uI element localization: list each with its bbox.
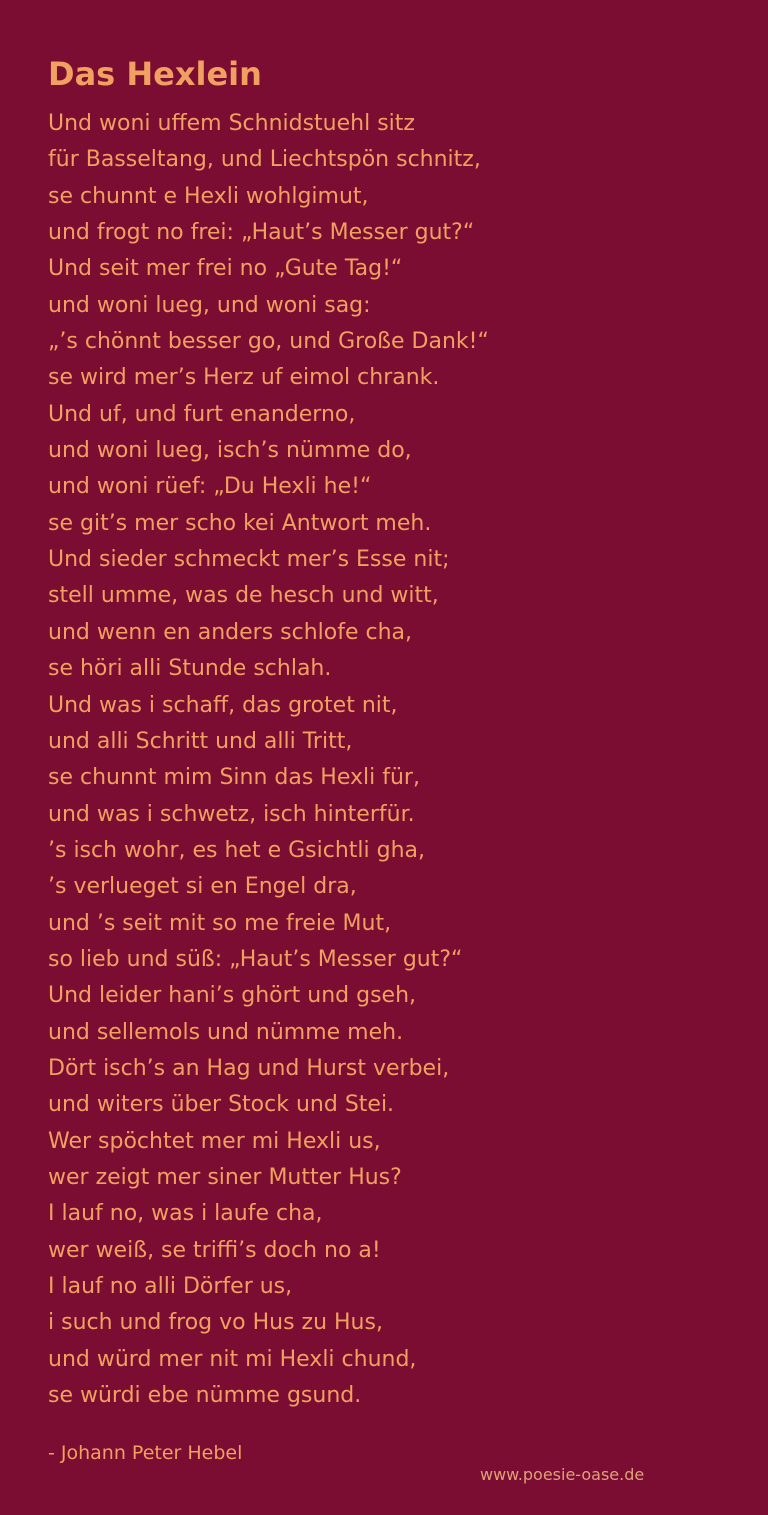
poem-line: wer weiß, se triffi’s doch no a!: [48, 1237, 381, 1263]
website-url: www.poesie-oase.de: [480, 1465, 645, 1484]
poem-line: und witers über Stock und Stei.: [48, 1092, 395, 1118]
poem-line: se würdi ebe nümme gsund.: [48, 1383, 362, 1409]
poem-line: Wer spöchtet mer mi Hexli us,: [48, 1128, 381, 1154]
poem-line: I lauf no, was i laufe cha,: [48, 1201, 323, 1227]
poem-line: Und woni uffem Schnidstuehl sitz: [48, 111, 415, 136]
poem-line: wer zeigt mer siner Mutter Hus?: [48, 1164, 402, 1190]
poem-line: und sellemols und nümme meh.: [48, 1019, 404, 1045]
poem-line: Und seit mer frei no „Gute Tag!“: [48, 256, 403, 282]
poem-line: se höri alli Stunde schlah.: [48, 656, 332, 682]
poem-line: und alli Schritt und alli Tritt,: [48, 728, 353, 754]
poem-line: se wird mer’s Herz uf eimol chrank.: [48, 365, 440, 391]
poem-line: und was i schwetz, isch hinterfür.: [48, 801, 415, 827]
poem-line: ’s isch wohr, es het e Gsichtli gha,: [48, 837, 425, 863]
poem-line: Und sieder schmeckt mer’s Esse nit;: [48, 547, 450, 573]
poem-line: Und was i schaff, das grotet nit,: [48, 692, 398, 718]
poem-line: „’s chönnt besser go, und Große Dank!“: [48, 329, 489, 355]
poem-title: Das Hexlein: [48, 55, 262, 93]
poem-line: so lieb und süß: „Haut’s Messer gut?“: [48, 946, 463, 972]
poem-line: I lauf no alli Dörfer us,: [48, 1274, 293, 1299]
poem-line: und woni lueg, und woni sag:: [48, 292, 371, 318]
poem-line: und woni rüef: „Du Hexli he!“: [48, 474, 372, 500]
poem-line: ’s verlueget si en Engel dra,: [48, 874, 357, 900]
poem-line: se chunnt e Hexli wohlgimut,: [48, 183, 369, 209]
poem-line: und woni lueg, isch’s nümme do,: [48, 438, 412, 464]
poem-line: Und uf, und furt enanderno,: [48, 401, 356, 427]
poem-line: se chunnt mim Sinn das Hexli für,: [48, 765, 420, 791]
poem-body: [48, 106, 728, 1414]
poem-line: Und leider hani’s ghört und gseh,: [48, 983, 417, 1009]
author-credit: - Johann Peter Hebel: [48, 1442, 243, 1464]
poem-line: und frogt no frei: „Haut’s Messer gut?“: [48, 220, 475, 246]
poem-line: und wenn en anders schlofe cha,: [48, 619, 413, 645]
poem-line: stell umme, was de hesch und witt,: [48, 583, 439, 609]
poem-line: und ’s seit mit so me freie Mut,: [48, 910, 392, 936]
poem-line: für Basseltang, und Liechtspön schnitz,: [48, 147, 481, 173]
poem-line: se git’s mer scho kei Antwort meh.: [48, 510, 432, 536]
poem-line: und würd mer nit mi Hexli chund,: [48, 1346, 417, 1372]
poem-line: i such und frog vo Hus zu Hus,: [48, 1310, 383, 1336]
poem-line: Dört isch’s an Hag und Hurst verbei,: [48, 1055, 450, 1081]
